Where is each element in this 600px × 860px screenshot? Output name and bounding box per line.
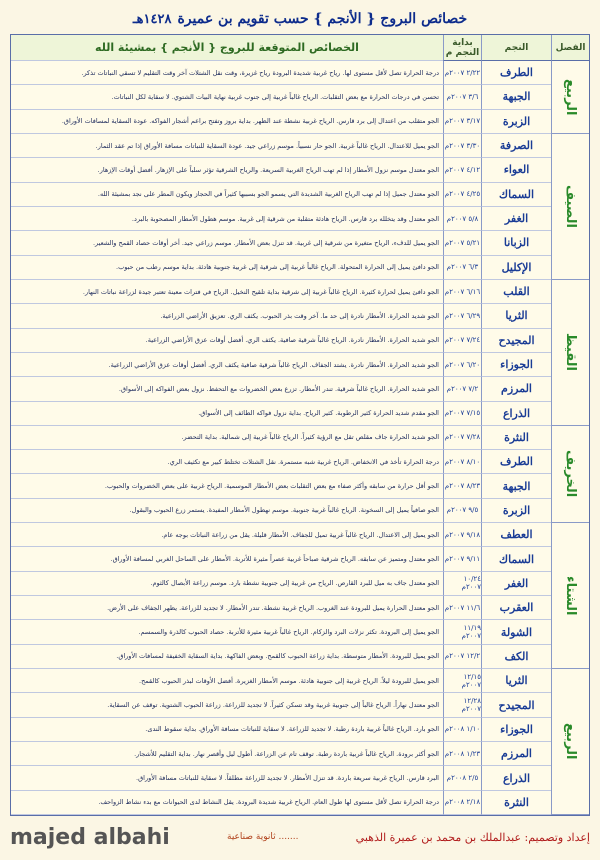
star-start-date: ٨/٢٣ ٢٠٠٧م <box>443 474 481 498</box>
star-name: النثرة <box>481 791 551 815</box>
star-start-date: ٣/٦ ٢٠٠٧م <box>443 85 481 109</box>
header-description: الخصائص المتوقعة للبروج { الأنجم } بمشيئة الله <box>11 35 443 61</box>
star-start-date: ٢/٥ ٢٠٠٨م <box>443 766 481 790</box>
star-name: الثريا <box>481 304 551 328</box>
star-description: الجو يميل إلى البرودة. تكثر نزلات البرد والزكام. الرياح غالباً غربية مثيرة للأتربة. حصاد الحبوب كالذرة والسمسم. <box>11 620 443 644</box>
star-start-date: ٣/١٧ ٢٠٠٧م <box>443 110 481 134</box>
star-name: الزبرة <box>481 499 551 523</box>
star-name: الغفر <box>481 572 551 596</box>
page-title: خصائص البروج { الأنجم } حسب تقويم بن عميرة <box>177 11 468 27</box>
star-start-date: ٢/٢٢ ٢٠٠٧م <box>443 61 481 85</box>
star-description: الجو أكثر برودة. الرياح غالباً غربية باردة رطبة. توقف تام عن الزراعة. أطول ليل وأقصر نهار. بداية التقليم للأشجار. <box>11 742 443 766</box>
star-start-date: ٩/٥ ٢٠٠٧م <box>443 499 481 523</box>
star-description: الجو معتدل جميل إذا لم تهب الرياح الغربية الشديدة التي يسمو الجو بسببها كثيراً في الحجاز ويكون المطر على نجد بمشيئة الله. <box>11 183 443 207</box>
header-star: النجم <box>481 35 551 61</box>
star-description: الجو دافئ يميل لحرارة كثيرة. الرياح غالباً غربية إلى شرقية بداية تلقيح النخيل. الرياح في فترات معينة تعتبر جيدة لزراعة نباتات النهار. <box>11 280 443 304</box>
star-name: الطرف <box>481 450 551 474</box>
star-name: الزبانا <box>481 231 551 255</box>
star-description: الجو معتدل نهاراً. الرياح غالباً إلى جنوبية غربية وقد تسكن كثيراً. لا تجديد للزراعة. زراعة الحبوب الشتوية. توقف عن السقاية. <box>11 693 443 717</box>
star-start-date: ٤/١٢ ٢٠٠٧م <box>443 158 481 182</box>
star-start-date: ٦/٢٠ ٢٠٠٧م <box>443 353 481 377</box>
star-name: السماك <box>481 547 551 571</box>
star-description: الجو يميل إلى الاعتدال. الرياح غالباً غربية تميل للجفاف. الأمطار قليلة. يقل من زراعة النباتات بوجه عام. <box>11 523 443 547</box>
star-start-date: ١١/١٩ ٢٠٠٧م <box>443 620 481 644</box>
star-start-date: ٦/١٦ ٢٠٠٧م <box>443 280 481 304</box>
page-footer <box>10 820 590 854</box>
star-name: القلب <box>481 280 551 304</box>
star-description: الجو شديد الحرارة. الرياح غالباً شرقية. تندر الأمطار. تزرع بعض الخضروات مع التحفظ. نزول بعض الفواكه إلى الأسواق. <box>11 377 443 401</box>
star-name: الجوزاء <box>481 353 551 377</box>
star-name: الجبهة <box>481 85 551 109</box>
star-start-date: ٧/٢٨ ٢٠٠٧م <box>443 426 481 450</box>
star-start-date: ١٢/١٥ ٢٠٠٧م <box>443 669 481 693</box>
star-start-date: ٣/٣٠ ٢٠٠٧م <box>443 134 481 158</box>
star-description: الجو بارد. الرياح غالباً غربية باردة رطبة. لا تجديد للزراعة. لا سقاية للنباتات مسافة الأوراق. بداية سقوط الندى. <box>11 718 443 742</box>
star-description: الجو معتدل موسم نزول الأمطار إذا لم تهب الرياح الغربية السريعة. والرياح الشرقية تؤثر سلباً على الإزهار. أفضل أوقات الإزهار. <box>11 158 443 182</box>
watermark: majed albahi <box>10 824 170 850</box>
star-name: الكف <box>481 645 551 669</box>
star-name: الزبرة <box>481 110 551 134</box>
star-name: الجوزاء <box>481 718 551 742</box>
star-description: تحسن في درجات الحرارة مع بعض التقلبات. الرياح غالباً غربية إلى جنوب غربية نهاية البيات الشتوي. لا سقاية لكل النباتات. <box>11 85 443 109</box>
header-season: الفصل <box>551 35 589 61</box>
page-header <box>10 6 590 32</box>
star-start-date: ٨/١٠ ٢٠٠٧م <box>443 450 481 474</box>
star-description: الجو يميل للبرودة ليلاً. الرياح غربية إلى جنوبية هادئة. موسم الأمطار الغزيرة. أفضل الأوقات لبذر الحبوب كالقمح. <box>11 669 443 693</box>
season-cell: الربيع <box>551 61 589 134</box>
season-cell: الخريف <box>551 426 589 523</box>
star-description: الجو يميل للبرودة. الأمطار متوسطة. بداية زراعة الحبوب كالقمح. وبعض الفاكهة. بداية السقاية الخفيفة لمسافات الأوراق. <box>11 645 443 669</box>
star-description: الجو مقدم شديد الحرارة كثير الرطوبة. كثير الرياح. بداية نزول فواكه الطائف إلى الأسواق. <box>11 402 443 426</box>
season-cell: الصيف <box>551 134 589 280</box>
star-name: الصرفة <box>481 134 551 158</box>
star-name: الثريا <box>481 669 551 693</box>
star-name: المجيدح <box>481 329 551 353</box>
star-description: الجو يميل للاعتدال. الرياح غالباً غربية. الجو حار نسبياً. موسم زراعي جيد. عودة السقاية للنباتات مسافة الأوراق إذا تم عقد الثمار. <box>11 134 443 158</box>
star-start-date: ١/٢٣ ٢٠٠٨م <box>443 742 481 766</box>
star-start-date: ٩/١١ ٢٠٠٧م <box>443 547 481 571</box>
hijri-year: ١٤٢٨هـ <box>132 11 172 27</box>
star-description: الجو دافئ يميل إلى الحرارة المتحولة. الرياح غالباً غربية إلى شرقية إلى غربية جنوبية هادئة. بداية موسم رطب من حبوب. <box>11 256 443 280</box>
star-name: العواء <box>481 158 551 182</box>
star-description: الجو أقل حرارة من سابقه وأكثر صفاء مع بعض التقلبات بعض الأمطار الموسمية. الرياح غربية على بعض الخضروات والحبوب. <box>11 474 443 498</box>
star-description: الجو يميل للدفء، الرياح متغيرة من شرقية إلى غربية. قد تنزل بعض الأمطار. موسم زراعي جيد. أخر أوقات حصاد القمح والشعير. <box>11 231 443 255</box>
star-description: درجة الحرارة تأخذ في الانخفاض. الرياح غربية شبه مستمرة. نقل الشتلات تختلط كبير مع تكثيف الري. <box>11 450 443 474</box>
star-name: العطف <box>481 523 551 547</box>
star-description: درجة الحرارة تصل لأقل مستوى لها طول العام. الرياح غربية شديدة البرودة. يقل النشاط لدى الحيوانات مع بدء نشاط الزواحف. <box>11 791 443 815</box>
star-start-date: ٦/٢٩ ٢٠٠٧م <box>443 304 481 328</box>
star-description: الجو معتدل ومتميز عن سابقه. الرياح شرقية صباحاً غربية عصراً مثيرة للأتربة. الأمطار على الساحل الغربي لمسافة الأوراق. <box>11 547 443 571</box>
season-cell: الربيع <box>551 669 589 815</box>
star-start-date: ٢/١٨ ٢٠٠٨م <box>443 791 481 815</box>
star-name: الشولة <box>481 620 551 644</box>
star-name: الغفر <box>481 207 551 231</box>
star-name: النثرة <box>481 426 551 450</box>
star-description: الجو معتدل جاف به ميل للبرد القارص. الرياح من غربية إلى جنوبية نشطة بارد. موسم زراعة الأبصال كالثوم. <box>11 572 443 596</box>
star-start-date: ١٠/٢٤ ٢٠٠٧م <box>443 572 481 596</box>
footer-note: ثانوية صناعية ....... <box>227 832 299 842</box>
star-description: الجو معتدل وقد يتخلله برد قارس. الرياح هادئة متقلبة من شرقية إلى غربية. موسم هطول الأمطار المصحوبة بالبرد. <box>11 207 443 231</box>
star-description: الجو صافياً يميل إلى السخونة. الرياح غالباً غربية جنوبية. موسم نهطول الأمطار المفيدة. يستمر زرع الحبوب والبقول. <box>11 499 443 523</box>
author-credit: إعداد وتصميم: عبدالملك بن محمد بن عميرة الذهبي <box>355 830 590 844</box>
season-cell: القيظ <box>551 280 589 426</box>
star-start-date: ٧/١٥ ٢٠٠٧م <box>443 402 481 426</box>
star-name: الإكليل <box>481 256 551 280</box>
star-description: درجة الحرارة تصل لأقل مستوى لها. رياح غربية شديدة البرودة رياح غزيرة، وقت نقل الشتلات آخر وقت التقليم لا تسقي النباتات تذكر. <box>11 61 443 85</box>
star-start-date: ٦/٣ ٢٠٠٧م <box>443 256 481 280</box>
star-name: السماك <box>481 183 551 207</box>
star-start-date: ١١/٦ ٢٠٠٧م <box>443 596 481 620</box>
star-name: الذراع <box>481 402 551 426</box>
star-name: المرزم <box>481 377 551 401</box>
star-start-date: ٧/٢٤ ٢٠٠٧م <box>443 329 481 353</box>
star-start-date: ٩/١٨ ٢٠٠٧م <box>443 523 481 547</box>
star-description: الجو شديد الحرارة. الأمطار نادرة إلى حد ما. آخر وقت بذر الحبوب. يكثف الري. تعزيق الأراضي الزراعية. <box>11 304 443 328</box>
season-cell: الشتاء <box>551 523 589 669</box>
star-table <box>10 34 590 816</box>
star-name: العقرب <box>481 596 551 620</box>
star-description: الجو شديد الحرارة. الأمطار نادرة. الرياح غالباً شرقية صافية. يكثف الري. أفضل أوقات عزق الأراضي الزراعية. <box>11 329 443 353</box>
star-name: الجبهة <box>481 474 551 498</box>
star-start-date: ٤/٢٥ ٢٠٠٧م <box>443 183 481 207</box>
star-description: البرد قارس. الرياح غربية سريعة باردة. قد تنزل الأمطار. لا تجديد للزراعة مطلقاً. لا سقاية للنباتات مسافة الأوراق. <box>11 766 443 790</box>
star-start-date: ١٢/٢٨ ٢٠٠٧م <box>443 693 481 717</box>
star-name: المرزم <box>481 742 551 766</box>
star-start-date: ١/١٠ ٢٠٠٨م <box>443 718 481 742</box>
star-description: الجو متقلب من اعتدال إلى برد قارس. الرياح غربية نشطة عند الظهر. بداية بروز وتفتح براعم أشجار الفواكه. عودة السقاية لمسافات الأوراق. <box>11 110 443 134</box>
star-description: الجو شديد الحرارة. الأمطار نادرة. يشتد الجفاف. الرياح غالباً شرقية صافية يكثف الري. أفضل أوقات عزق الأراضي الزراعية. <box>11 353 443 377</box>
star-start-date: ٥/٢١ ٢٠٠٧م <box>443 231 481 255</box>
star-start-date: ٥/٨ ٢٠٠٧م <box>443 207 481 231</box>
header-date: بداية النجم م <box>443 35 481 61</box>
star-name: الطرف <box>481 61 551 85</box>
star-start-date: ٧/٢ ٢٠٠٧م <box>443 377 481 401</box>
star-name: الذراع <box>481 766 551 790</box>
star-description: الجو شديد الحرارة جاف مقلص تقل مع الرؤية كثيراً. الرياح غالباً غربية إلى شمالية. بداية التحضر. <box>11 426 443 450</box>
star-start-date: ١٢/٢ ٢٠٠٧م <box>443 645 481 669</box>
star-name: المجيدح <box>481 693 551 717</box>
star-description: الجو معتدل الحرارة يميل للبرودة عند الغروب. الرياح غربية نشطة. تندر الأمطار. لا تجديد للزراعة. يظهر الجفاف على الأرض. <box>11 596 443 620</box>
